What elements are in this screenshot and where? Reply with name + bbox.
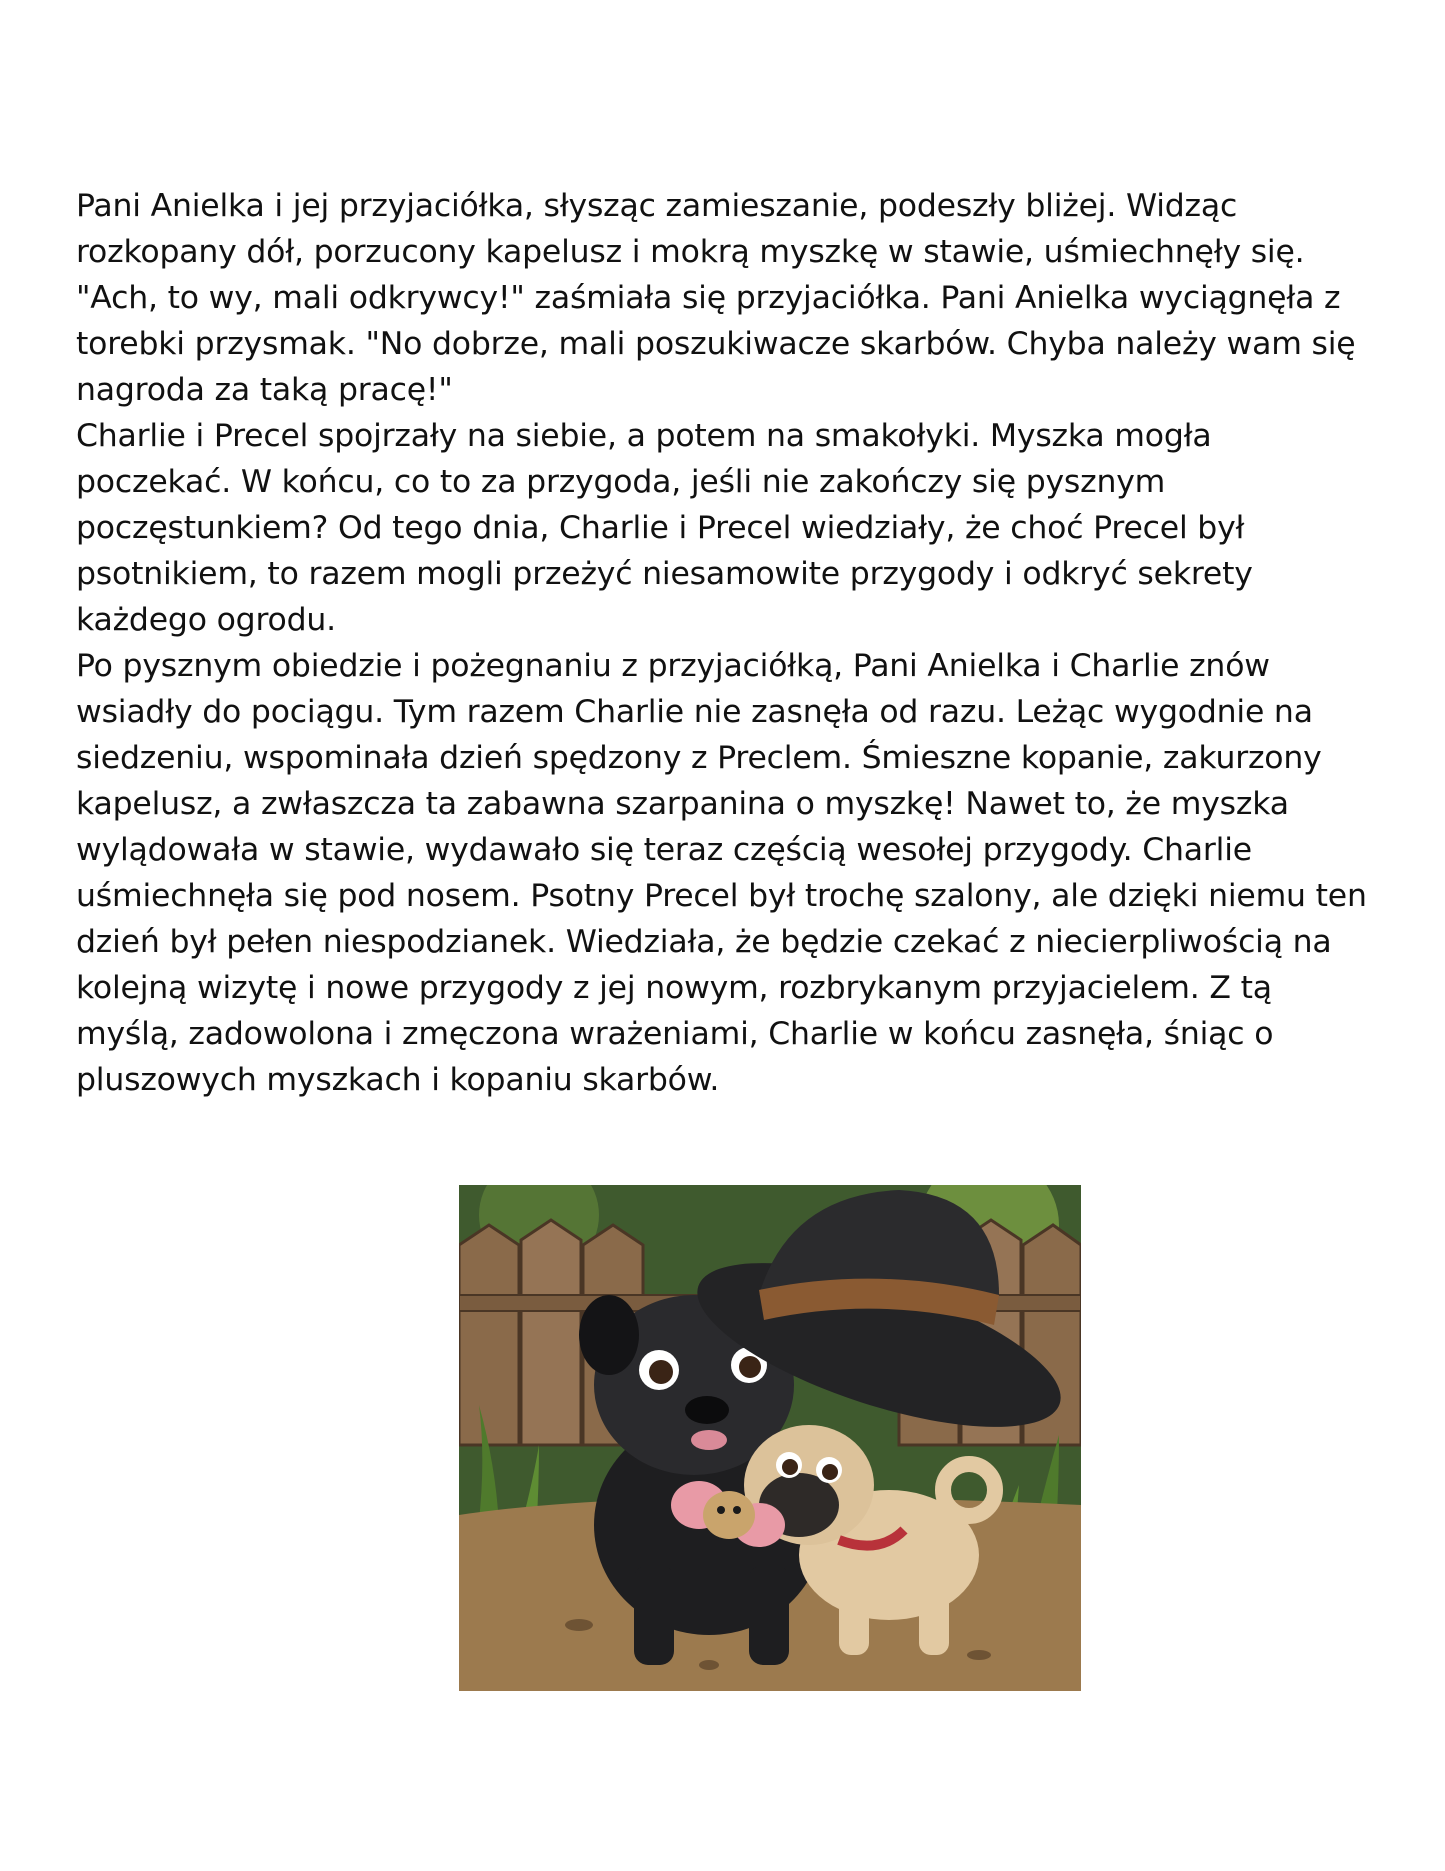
story-paragraph-3: Po pysznym obiedzie i pożegnaniu z przyjaciółką, Pani Anielka i Charlie znów wsiadły do pociągu. Tym razem Charlie nie zasnęła od razu. Leżąc wygodnie na siedzeniu, wspominała dzień spędzony z Preclem. Śmieszne kopanie, zakurzony kapelusz, a zwłaszcza ta zabawna szarpanina o myszkę! Nawet to, że myszka wylądowała w stawie, wydawało się teraz częścią wesołej przygody. Charlie uśmiechnęła się pod nosem. Psotny Precel był trochę szalony, ale dzięki niemu ten dzień był pełen niespodzianek. Wiedziała, że będzie czekać z niecierpliwością na kolejną wizytę i nowe przygody z jej nowym, rozbrykanym przyjacielem. Z tą myślą, zadowolona i zmęczona wrażeniami, Charlie w końcu zasnęła, śniąc o pluszowych myszkach i kopaniu skarbów. (76, 648, 1367, 1098)
pugs-illustration-art (459, 1185, 1081, 1691)
story-paragraph-2: Charlie i Precel spojrzały na siebie, a potem na smakołyki. Myszka mogła poczekać. W końcu, co to za przygoda, jeśli nie zakończy się pysznym poczęstunkiem? Od tego dnia, Charlie i Precel wiedziały, że choć Precel był psotnikiem, to razem mogli przeżyć niesamowite przygody i odkryć sekrety każdego ogrodu. (76, 418, 1253, 638)
pugs-illustration (459, 1185, 1081, 1691)
pebble (967, 1650, 991, 1660)
story-text (76, 183, 1376, 1103)
pebble (565, 1619, 593, 1631)
pebble (699, 1660, 719, 1670)
story-paragraph-1: Pani Anielka i jej przyjaciółka, słysząc zamieszanie, podeszły bliżej. Widząc rozkopany dół, porzucony kapelusz i mokrą myszkę w stawie, uśmiechnęły się. "Ach, to wy, mali odkrywcy!" zaśmiała się przyjaciółka. Pani Anielka wyciągnęła z torebki przysmak. "No dobrze, mali poszukiwacze skarbów. Chyba należy wam się nagroda za taką pracę!" (76, 188, 1356, 408)
